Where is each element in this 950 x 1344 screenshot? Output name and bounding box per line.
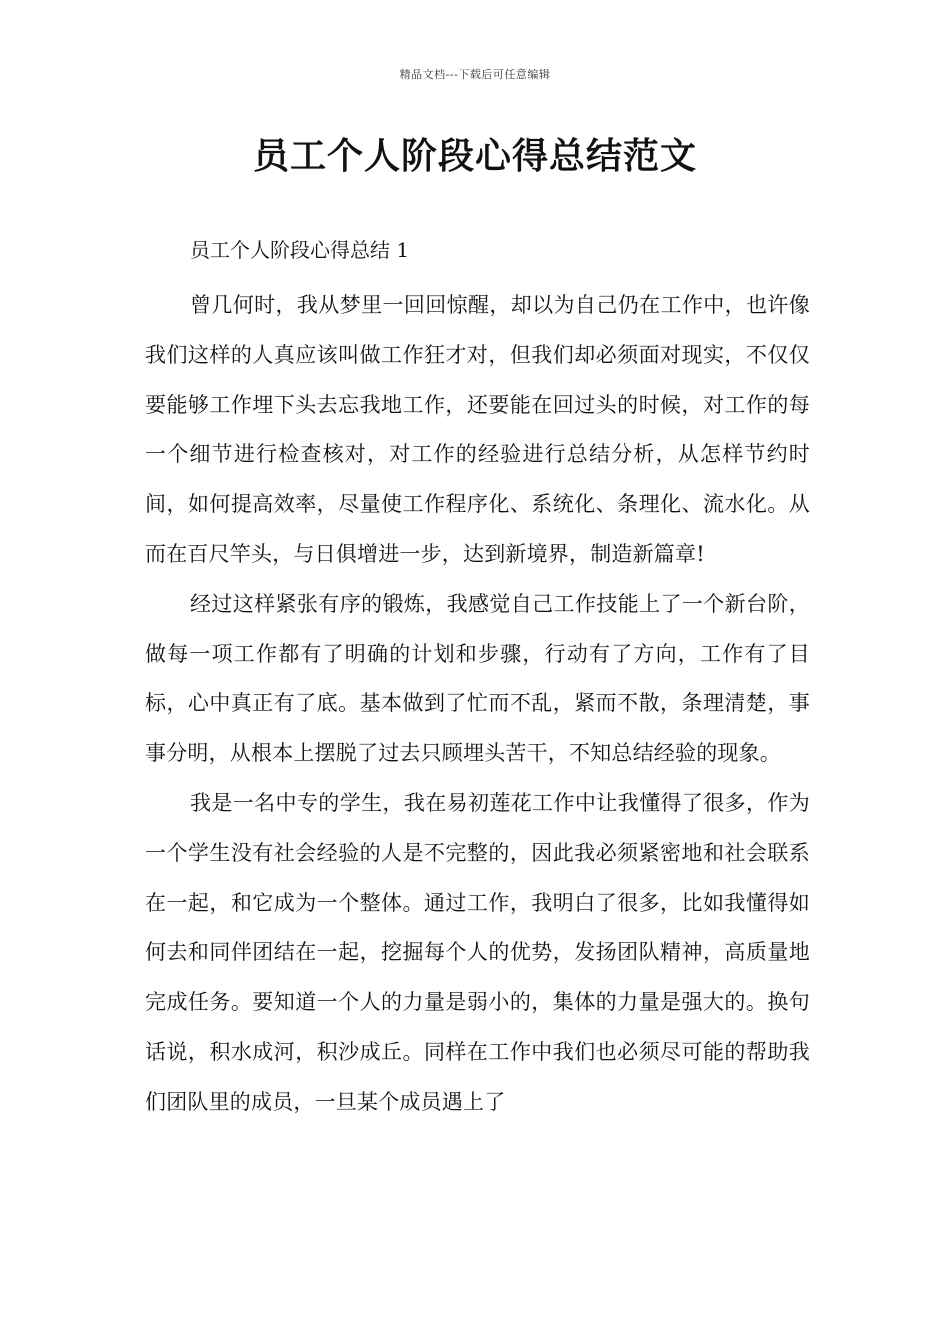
document-title: 员工个人阶段心得总结范文 xyxy=(252,135,697,177)
section-heading: 员工个人阶段心得总结 1 xyxy=(190,238,410,262)
paragraph-2: 经过这样紧张有序的锻炼，我感觉自己工作技能上了一个新台阶，做每一项工作都有了明确的计划和步骤，行动有了方向，工作有了目标，心中真正有了底。基本做到了忙而不乱，紧而不散，条理清楚，事事分明，从根本上摆脱了过去只顾埋头苦干，不知总结经验的现象。 xyxy=(145,591,810,766)
header-note: 精品文档---下载后可任意编辑 xyxy=(399,68,551,81)
document-body xyxy=(145,232,810,1128)
paragraph-1: 曾几何时，我从梦里一回回惊醒，却以为自己仍在工作中，也许像我们这样的人真应该叫做工作狂才对，但我们却必须面对现实，不仅仅要能够工作埋下头去忘我地工作，还要能在回过头的时候，对工作的每一个细节进行检查核对，对工作的经验进行总结分析，从怎样节约时间，如何提高效率，尽量使工作程序化、系统化、条理化、流水化。从而在百尺竿头，与日俱增进一步，达到新境界，制造新篇章! xyxy=(145,293,810,566)
paragraph-3: 我是一名中专的学生，我在易初莲花工作中让我懂得了很多，作为一个学生没有社会经验的人是不完整的，因此我必须紧密地和社会联系在一起，和它成为一个整体。通过工作，我明白了很多，比如我懂得如何去和同伴团结在一起，挖掘每个人的优势，发扬团队精神，高质量地完成任务。要知道一个人的力量是弱小的，集体的力量是强大的。换句话说，积水成河，积沙成丘。同样在工作中我们也必须尽可能的帮助我们团队里的成员，一旦某个成员遇上了 xyxy=(145,790,810,1114)
